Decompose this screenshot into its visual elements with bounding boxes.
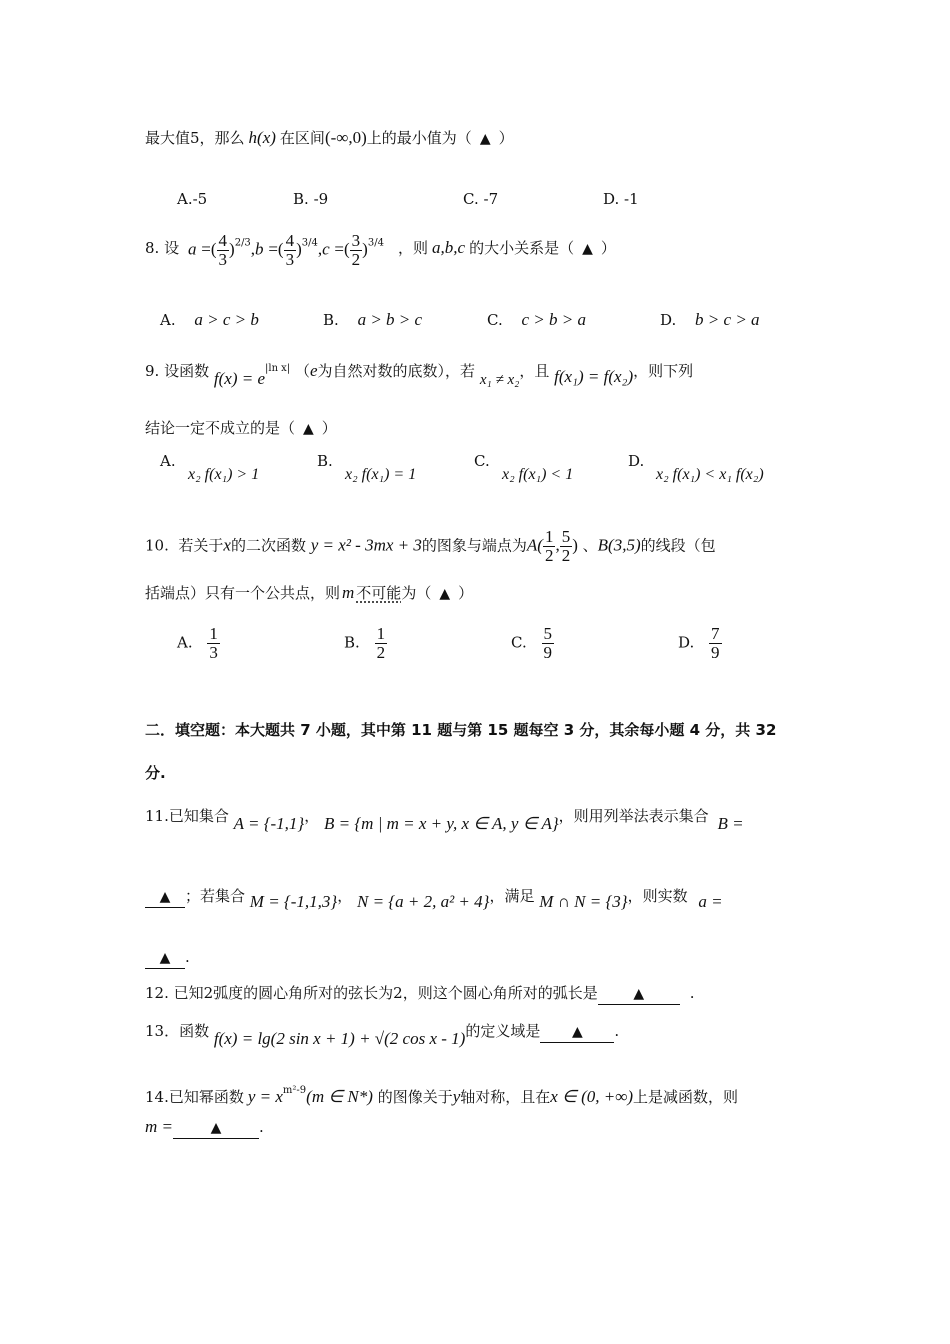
q8-expression: a =( $\frac{4}{3}$ )$^{2/3}$,b =( $\frac{4}{3}$ )$^{3/4}$,c =( $\frac{3}{2}$ )$^{3/4}$ [188,231,384,269]
section-heading: 二．填空题：本大题共 7 小题，其中第 11 题与第 15 题每空 3 分，其余每小题 4 分，共 32 [145,721,777,739]
section-heading-cont: 分. [145,764,166,782]
q13-stem: 13．函数 f(x) = lg(2 sin x + 1) + √(2 cos x - 1)的定义域是 ▲ . [145,1022,620,1048]
q9-option-a: A. [160,452,176,470]
q9-option-d: D. [628,452,645,470]
q11-line2: ▲ ；若集合 M = {-1,1,3}， N = {a + 2, a² + 4}，满足 M ∩ N = {3}，则实数 a = [145,886,723,908]
q11-line3: ▲ . [145,947,190,969]
q10-option-d: D. $\frac{7}{9}$ [678,624,720,662]
q8-tail: ，则 a,b,c 的大小关系是（ ▲ ） [398,238,616,257]
q12-stem: 12. 已知2弧度的圆心角所对的弦长为2，则这个圆心角所对的弧长是 ▲ . [145,983,695,1005]
q10-option-c: C. $\frac{5}{9}$ [511,624,552,662]
q11-stem: 11.已知集合 A = {-1,1}， B = {m | m = x + y, x ∈ A, y ∈ A}，则用列举法表示集合 B = [145,807,744,833]
q7-option-b: B. -9 [293,190,329,208]
q9-stem: 9. 设函数 $f(x) = e^{|ln x|}$ （e为自然对数的底数），若 x₁ ≠ x₂，且 f(x₁) = f(x₂)，则下列 [145,361,694,388]
q10-option-b: B. $\frac{1}{2}$ [344,624,386,662]
q14-stem: 14.已知幂函数 $y = x^{m^2-9}(m$ ∈ N*) 的图像关于y轴对称，且在x ∈ (0, +∞)上是减函数，则 [145,1085,739,1106]
q7-stem: 最大值5，那么 h(x) 在区间(-∞,0)上的最小值为（ ▲ ） [145,128,514,147]
q9-option-c-value: x₂ f(x₁) < 1 [502,466,574,483]
q8-option-c: C. c > b > a [487,310,586,329]
q9-option-d-value: x₂ f(x₁) < x₁ f(x₂) [656,466,764,483]
q8-number: 8. 设 [145,239,180,257]
q10-line2: 括端点）只有一个公共点，则 m 不可能为（ ▲ ） [145,583,474,602]
q9-line2: 结论一定不成立的是（ ▲ ） [145,419,337,437]
q10-stem: 10. 若关于x的二次函数 y = x² - 3mx + 3的图象与端点为A( $\frac{1}{2}$ , $\frac{5}{2}$ ) 、B(3,5)的线段（包 [145,527,716,565]
q8-option-d: D. b > c > a [660,310,760,329]
q7-option-c: C. -7 [463,190,499,208]
q9-option-b-value: x₂ f(x₁) = 1 [345,466,417,483]
q9-option-a-value: x₂ f(x₁) > 1 [188,466,260,483]
q9-option-c: C. [474,452,490,470]
q10-option-a: A. $\frac{1}{3}$ [177,624,218,662]
q14-line2: m = ▲ . [145,1117,264,1139]
q9-option-b: B. [317,452,333,470]
q8-option-a: A. a > c > b [160,310,259,329]
q7-option-d: D. -1 [603,190,639,208]
q7-option-a: A.-5 [177,190,208,208]
q8-option-b: B. a > b > c [323,310,423,329]
